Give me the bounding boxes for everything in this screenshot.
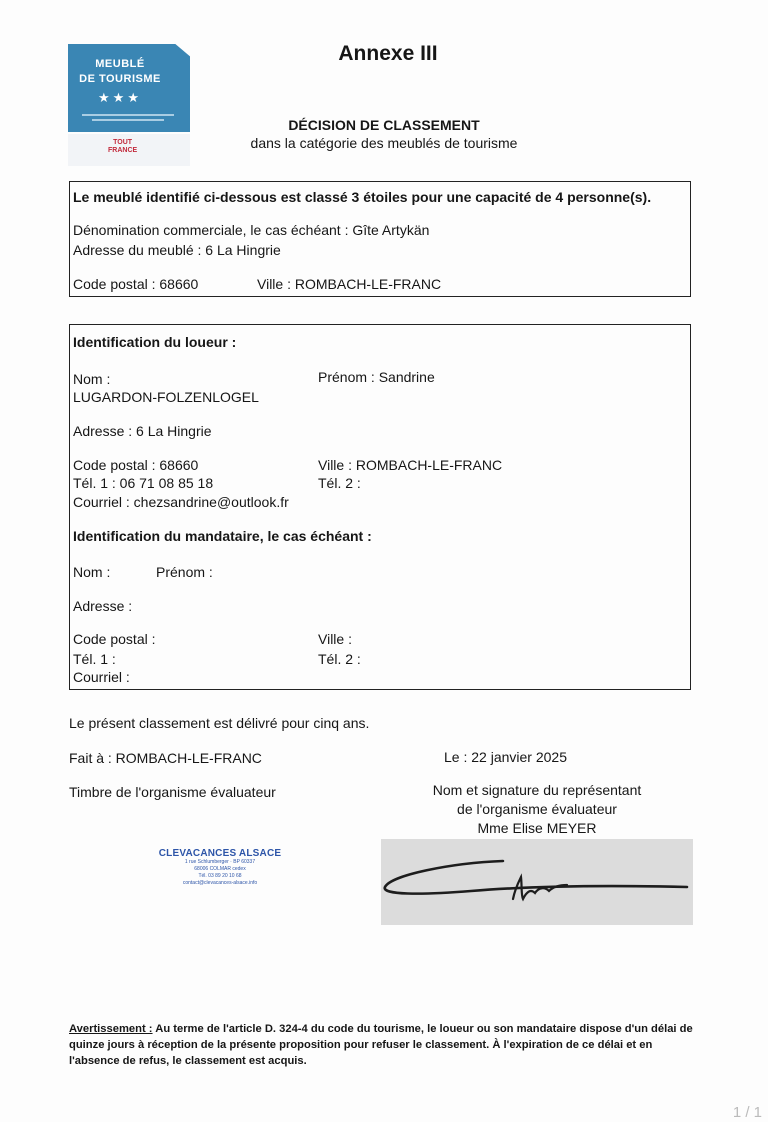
date-signature: Le : 22 janvier 2025: [444, 749, 567, 765]
stamp-line: contact@clevacances-alsace.info: [182, 880, 258, 886]
classement-heading: Le meublé identifié ci-dessous est classé 3 étoiles pour une capacité de 4 personne(s).: [73, 189, 652, 205]
handwritten-signature: [381, 839, 693, 925]
signature-label-2: de l'organisme évaluateur: [457, 801, 617, 817]
loueur-code-postal: Code postal : 68660: [73, 457, 199, 473]
code-postal-text: Code postal : 68660: [73, 276, 199, 292]
loueur-tel2: Tél. 2 :: [318, 475, 361, 491]
denomination-text: Dénomination commerciale, le cas échéant : Gîte Artykän: [73, 222, 430, 238]
avertissement-text: Au terme de l'article D. 324-4 du code du tourisme, le loueur ou son mandataire dispose d'un délai de quinze jours à réception de la présente proposition pour refuser le classement. À l'expiration de ce délai et en l'absence de refus, le classement est acquis.: [69, 1023, 693, 1067]
representant-name: Mme Elise MEYER: [477, 820, 597, 836]
mandataire-nom: Nom :: [73, 564, 111, 580]
loueur-ville: Ville : ROMBACH-LE-FRANC: [318, 457, 503, 473]
mandataire-tel2: Tél. 2 :: [318, 651, 361, 667]
logo-stars: ★★★: [98, 90, 142, 105]
mandataire-courriel: Courriel :: [73, 669, 130, 685]
mandataire-tel1: Tél. 1 :: [73, 651, 116, 667]
stamp-line: Tél. 03 89 20 10 68: [198, 873, 242, 879]
loueur-courriel: Courriel : chezsandrine@outlook.fr: [73, 494, 289, 510]
mandataire-heading: Identification du mandataire, le cas échéant :: [73, 528, 372, 544]
loueur-prenom: Prénom : Sandrine: [318, 369, 435, 385]
logo-line2: DE TOURISME: [79, 73, 161, 85]
logo-line1: MEUBLÉ: [95, 58, 145, 70]
fait-a: Fait à : ROMBACH-LE-FRANC: [69, 750, 262, 766]
mandataire-prenom: Prénom :: [156, 564, 213, 580]
organisme-stamp: [150, 848, 290, 887]
page-indicator: 1 / 1: [732, 1104, 762, 1121]
adresse-meuble-text: Adresse du meublé : 6 La Hingrie: [73, 242, 281, 258]
signature-label-1: Nom et signature du représentant: [432, 782, 642, 798]
tourisme-france-line2: FRANCE: [108, 147, 138, 154]
loueur-heading: Identification du loueur :: [73, 334, 237, 350]
decision-heading: DÉCISION DE CLASSEMENT: [288, 117, 480, 133]
signature-image: [381, 839, 693, 925]
avertissement-note: [69, 1021, 695, 1069]
stamp-line: 68006 COLMAR cedex: [194, 866, 246, 872]
avertissement-label: Avertissement :: [69, 1023, 153, 1035]
mandataire-adresse: Adresse :: [73, 598, 133, 614]
stamp-name: CLEVACANCES ALSACE: [158, 848, 282, 859]
mandataire-code-postal: Code postal :: [73, 631, 156, 647]
tourisme-france-line1: TOUT: [113, 139, 133, 146]
logo-fine-print: [82, 114, 174, 116]
loueur-tel1: Tél. 1 : 06 71 08 85 18: [73, 475, 214, 491]
stamp-line: 1 rue Schlumberger · BP 60337: [184, 859, 256, 865]
categorie-subtitle: dans la catégorie des meublés de tourisme: [250, 135, 518, 151]
loueur-nom-value: LUGARDON-FOLZENLOGEL: [73, 389, 259, 405]
loueur-nom-label: Nom :: [73, 371, 111, 387]
duree-classement: Le présent classement est délivré pour cinq ans.: [69, 715, 370, 731]
mandataire-ville: Ville :: [318, 631, 352, 647]
annexe-title: Annexe III: [338, 42, 438, 65]
loueur-adresse: Adresse : 6 La Hingrie: [73, 423, 212, 439]
timbre-label: Timbre de l'organisme évaluateur: [69, 784, 276, 800]
ville-text: Ville : ROMBACH-LE-FRANC: [257, 276, 442, 292]
